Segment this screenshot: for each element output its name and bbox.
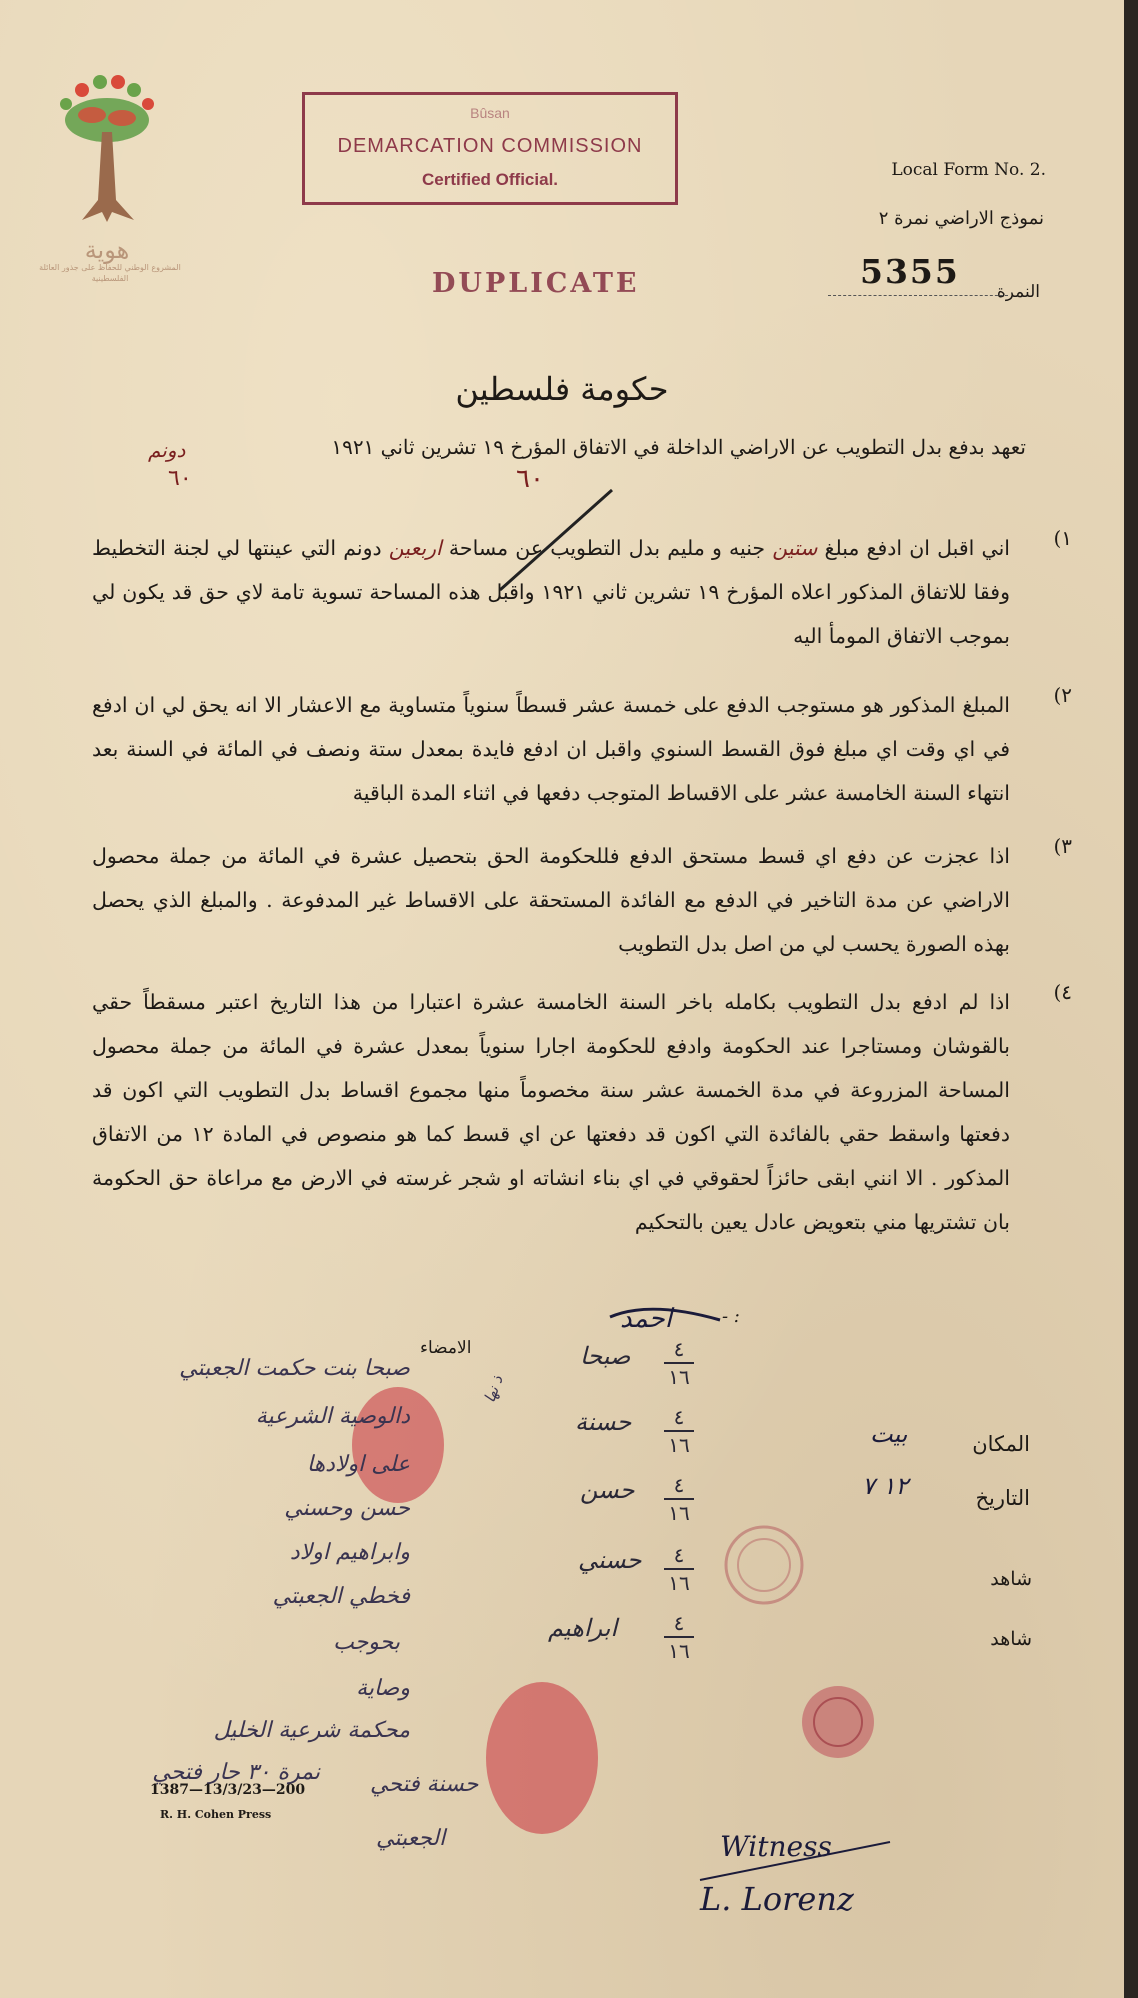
- share-fraction: ٤ ١٦: [664, 1612, 694, 1662]
- signatory-line: وصاية: [356, 1676, 410, 1701]
- svg-text:هوية: هوية: [84, 236, 130, 264]
- witness-signature-caption: Witness: [720, 1830, 832, 1863]
- handwritten-name: احمد: [620, 1304, 672, 1334]
- handwritten-slash: [500, 490, 612, 590]
- share-fraction: ٤ ١٦: [664, 1474, 694, 1524]
- share-fraction: ٤ ١٦: [664, 1406, 694, 1456]
- signatory-line: دالوصية الشرعية: [255, 1404, 410, 1429]
- share-name: حسني: [578, 1546, 642, 1574]
- date-value: ١٢ ٧: [862, 1472, 909, 1500]
- handwritten-figure: ٦٠: [168, 466, 192, 491]
- handwritten-underline: [610, 1309, 720, 1320]
- signature-label: الامضاء: [420, 1338, 472, 1358]
- signatory-line: محكمة شرعية الخليل: [213, 1718, 410, 1743]
- clause-text: اذا عجزت عن دفع اي قسط مستحق الدفع فللحكومة الحق بتحصيل عشرة في المائة من جملة محصول الاراضي عن مدة التاخير في الدفع مع الفائدة المستحقة على الاقساط غير المدفوعة . والمبلغ الذي يحصل بهذه الصورة يحسب لي من اصل بدل التطويب: [92, 844, 1010, 956]
- witness-label: شاهد: [990, 1568, 1032, 1590]
- handwritten-figure: ٦٠: [516, 464, 544, 494]
- duplicate-stamp: DUPLICATE: [432, 268, 640, 299]
- fingerprint: [486, 1682, 598, 1834]
- clause-text: اني اقبل ان ادفع مبلغ: [824, 536, 1010, 560]
- page-edge: [1124, 0, 1138, 1998]
- handwritten-amount: ستين: [772, 536, 818, 560]
- share-name: صبحا: [580, 1342, 631, 1370]
- handwritten-side-note: ذ نها: [480, 1373, 507, 1405]
- clause-text: مليم بدل التطويب عن مساحة: [448, 536, 705, 560]
- seal: [802, 1686, 874, 1758]
- signatory-line: فخطي الجعبتي: [272, 1584, 410, 1609]
- form-number-en: Local Form No. 2.: [891, 160, 1046, 180]
- stamp-main-text: DEMARCATION COMMISSION: [337, 135, 643, 157]
- form-number-ar: نموذج الاراضي نمرة ٢: [878, 208, 1044, 229]
- logo-caption: المشروع الوطني للحفاظ على جذور العائلة الفلسطينية: [39, 263, 181, 283]
- signatory-line: نمرة ٣٠ حار فتحي: [152, 1760, 320, 1785]
- witness-label: شاهد: [990, 1628, 1032, 1650]
- undertaking-heading: تعهد بدفع بدل التطويب عن الاراضي الداخلة في الاتفاق المؤرخ ١٩ تشرين ثاني ١٩٢١: [331, 435, 1026, 459]
- handwritten-area-unit: دونم: [148, 438, 186, 462]
- share-fraction: ٤ ١٦: [664, 1338, 694, 1388]
- printer-code: 1387—13/3/23—200: [150, 1782, 306, 1798]
- share-name: ابراهيم: [548, 1614, 618, 1642]
- clause-text: دونم التي عينتها لي لجنة التخطيط وفقا للاتفاق المذكور اعلاه المؤرخ ١٩ تشرين ثاني ١٩٢١ واقبل هذه المساحة تسوية تامة لاي حق قد يكون لي بموجب الاتفاق المومأ اليه: [92, 536, 1010, 648]
- signatory-line: حسن وحسني: [284, 1496, 410, 1521]
- place-label: المكان: [972, 1432, 1030, 1456]
- clause-number: ٤): [1053, 980, 1072, 1004]
- clause-number: ١): [1053, 526, 1072, 550]
- signatory-name: الجعبتي: [376, 1826, 446, 1851]
- stamp-certified-text: Certified Official.: [421, 170, 559, 189]
- serial-number: 5355: [860, 252, 960, 291]
- clause-text: جنيه و: [711, 536, 766, 560]
- handwritten-mark: : -: [722, 1306, 740, 1327]
- serial-label: النمرة: [996, 282, 1040, 302]
- signatory-line: بحوجب: [333, 1630, 400, 1655]
- clause-text: اذا لم ادفع بدل التطويب بكامله باخر السنة الخامسة عشرة اعتبارا من هذا التاريخ اعتبر مسقطاً حقي بالقوشان ومستاجرا عند الحكومة وادفع للحكومة اجارا سنوياً بمعدل عشرة في المائة من جملة محصول المساحة المزروعة في مدة الخمسة عشر سنة مخصوماً منها مجموع اقساط بدل التطويب التي اكون قد دفعتها واسقط حقي بالفائدة التي اكون قد دفعتها عن اي قسط كما هو منصوص في المادة ١٢ من الاتفاق المذكور . الا انني ابقى حائزاً لحقوقي في اي بناء انشاته او شجر غرسته في الارض مع مراعاة حق الحكومة بان تشتريها مني بتعويض عادل يعين بالتحكيم: [92, 990, 1010, 1234]
- clause-number: ٣): [1053, 834, 1072, 858]
- seal: [738, 1539, 790, 1591]
- page-title: حكومة فلسطين: [455, 370, 669, 408]
- clause-number: ٢): [1053, 683, 1072, 707]
- share-name: حسن: [580, 1476, 635, 1504]
- signatory-line: على اولادها: [306, 1452, 410, 1477]
- signatory-name: حسنة فتحي: [370, 1772, 479, 1797]
- witness-signature: L. Lorenz: [700, 1880, 854, 1918]
- signatory-line: وابراهيم اولاد: [289, 1540, 410, 1565]
- handwritten-area: اربعين: [388, 536, 442, 560]
- signatory-line: صبحا بنت حكمت الجعبتي: [179, 1356, 410, 1381]
- printer-name: R. H. Cohen Press: [160, 1808, 272, 1821]
- share-fraction: ٤ ١٦: [664, 1544, 694, 1594]
- share-name: حسنة: [575, 1408, 632, 1436]
- date-label: التاريخ: [975, 1486, 1030, 1510]
- clause-text: المبلغ المذكور هو مستوجب الدفع على خمسة عشر قسطاً سنوياً متساوية مع الاعشار الا انه يحق لي ان ادفع في اي وقت اي مبلغ فوق القسط السنوي واقبل ان ادفع فايدة بمعدل ستة ونصف في المائة في السنة بعد انتهاء السنة الخامسة عشر على الاقساط المتوجب دفعها في اثناء المدة الباقية: [92, 693, 1010, 805]
- place-value: بيت: [870, 1420, 908, 1448]
- stamp-top-text: Bûsan: [470, 105, 510, 121]
